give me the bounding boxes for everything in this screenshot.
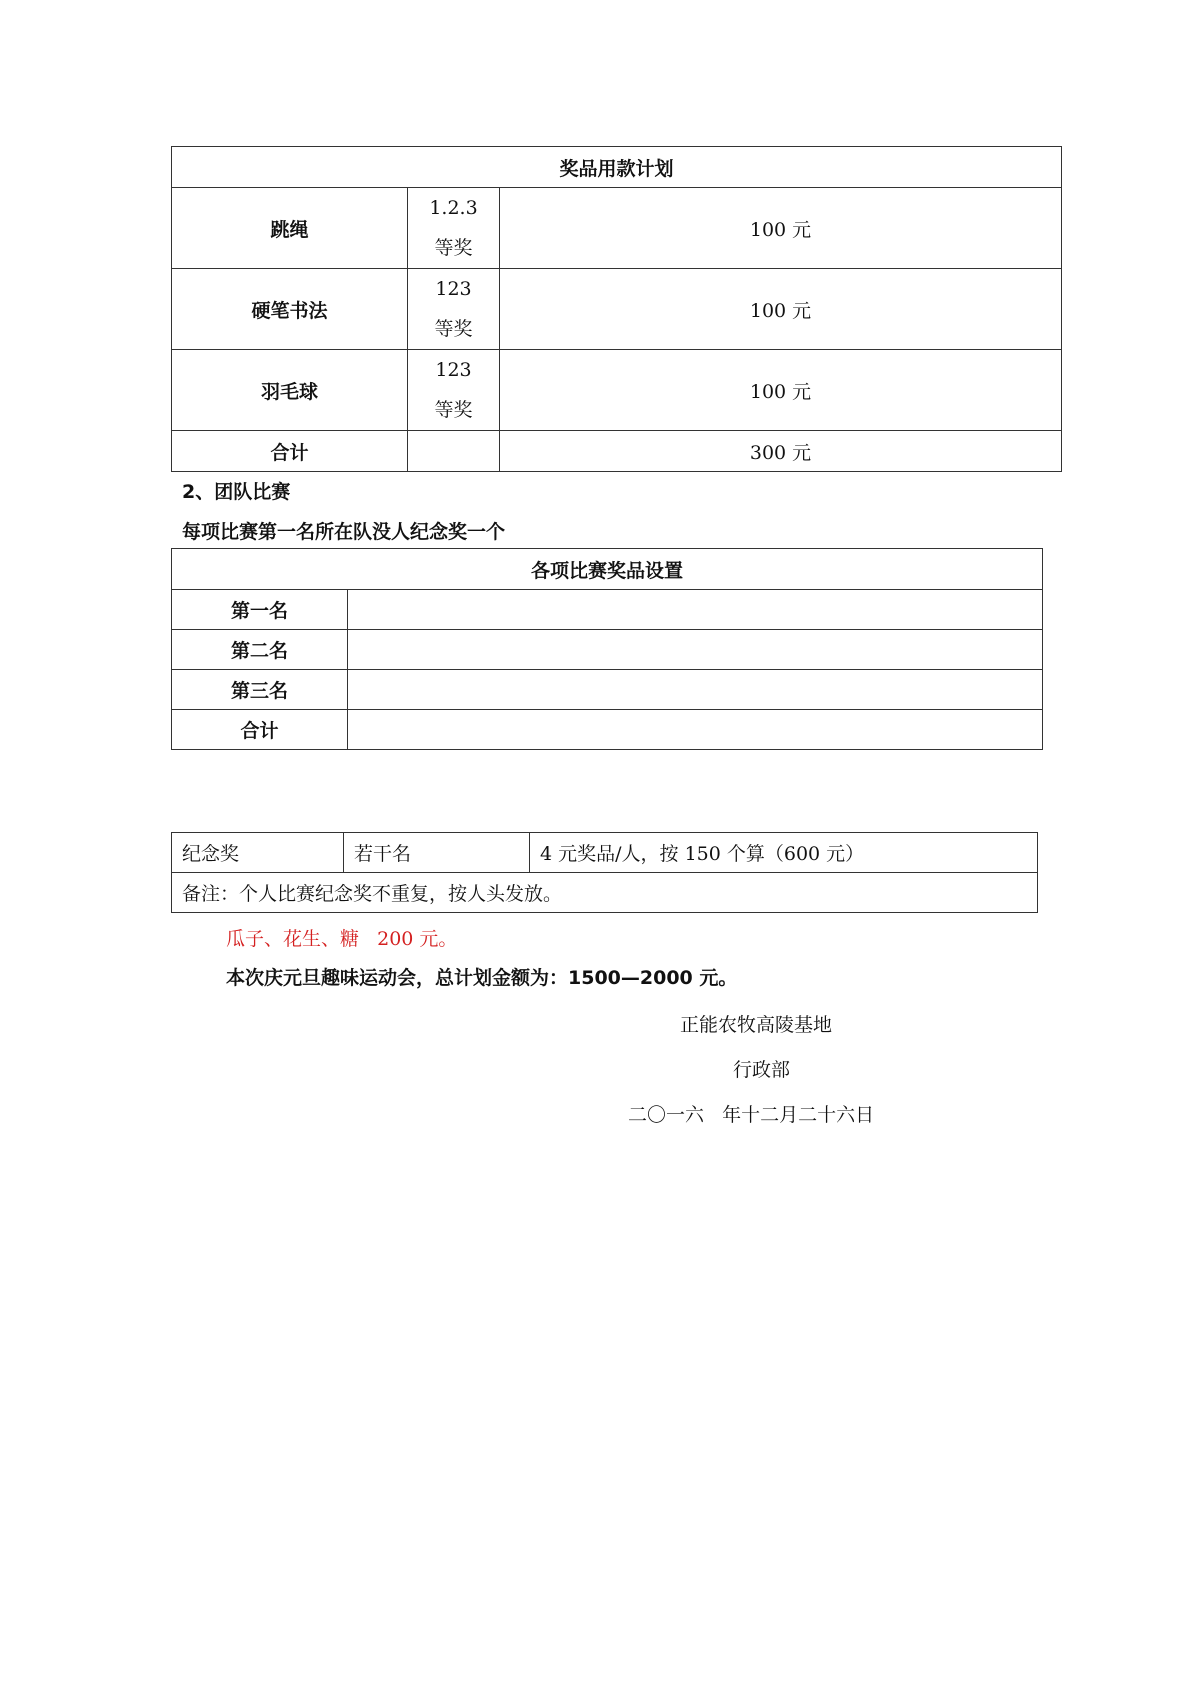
table-row bbox=[172, 710, 1043, 750]
rank-cell: 第一名 bbox=[172, 590, 348, 630]
table-row bbox=[172, 350, 1062, 431]
empty-cell bbox=[348, 710, 1043, 750]
table-row bbox=[172, 431, 1062, 472]
item-cell: 硬笔书法 bbox=[172, 269, 408, 350]
souvenir-label-cell: 纪念奖 bbox=[172, 833, 344, 873]
table-row bbox=[172, 873, 1038, 913]
grade-line: 等奖 bbox=[434, 318, 473, 340]
table-row bbox=[172, 590, 1043, 630]
grade-cell bbox=[408, 269, 500, 350]
empty-cell bbox=[408, 431, 500, 472]
souvenir-table bbox=[171, 832, 1038, 913]
grade-cell bbox=[408, 350, 500, 431]
award-settings-table bbox=[171, 548, 1043, 750]
team-heading: 2、团队比赛 bbox=[182, 481, 291, 503]
signature-dept: 行政部 bbox=[733, 1059, 791, 1081]
amount-cell: 100 元 bbox=[500, 269, 1062, 350]
award-settings-title: 各项比赛奖品设置 bbox=[172, 549, 1043, 590]
grade-line: 123 bbox=[435, 359, 472, 381]
item-cell: 羽毛球 bbox=[172, 350, 408, 431]
empty-cell bbox=[348, 590, 1043, 630]
rank-cell: 第三名 bbox=[172, 670, 348, 710]
table-row bbox=[172, 269, 1062, 350]
prize-budget-table bbox=[171, 146, 1062, 472]
empty-cell bbox=[348, 630, 1043, 670]
table-row bbox=[172, 630, 1043, 670]
total-budget-line: 本次庆元旦趣味运动会，总计划金额为：1500—2000 元。 bbox=[226, 967, 738, 989]
snacks-line: 瓜子、花生、糖 200 元。 bbox=[226, 928, 458, 950]
item-cell: 跳绳 bbox=[172, 188, 408, 269]
total-label-cell: 合计 bbox=[172, 431, 408, 472]
table-row bbox=[172, 670, 1043, 710]
grade-line: 等奖 bbox=[434, 399, 473, 421]
grade-line: 1.2.3 bbox=[429, 197, 478, 219]
amount-cell: 100 元 bbox=[500, 350, 1062, 431]
signature-date: 二〇一六 年十二月二十六日 bbox=[628, 1104, 875, 1126]
rank-cell: 合计 bbox=[172, 710, 348, 750]
table-row bbox=[172, 188, 1062, 269]
table-row bbox=[172, 833, 1038, 873]
grade-line: 123 bbox=[435, 278, 472, 300]
grade-cell bbox=[408, 188, 500, 269]
signature-org: 正能农牧高陵基地 bbox=[680, 1014, 833, 1036]
empty-cell bbox=[348, 670, 1043, 710]
souvenir-remark-cell: 备注：个人比赛纪念奖不重复，按人头发放。 bbox=[172, 873, 1038, 913]
total-amount-cell: 300 元 bbox=[500, 431, 1062, 472]
amount-cell: 100 元 bbox=[500, 188, 1062, 269]
prize-budget-title: 奖品用款计划 bbox=[172, 147, 1062, 188]
souvenir-detail-cell: 4 元奖品/人，按 150 个算（600 元） bbox=[530, 833, 1038, 873]
souvenir-count-cell: 若干名 bbox=[344, 833, 530, 873]
team-note: 每项比赛第一名所在队没人纪念奖一个 bbox=[182, 521, 506, 543]
grade-line: 等奖 bbox=[434, 237, 473, 259]
rank-cell: 第二名 bbox=[172, 630, 348, 670]
